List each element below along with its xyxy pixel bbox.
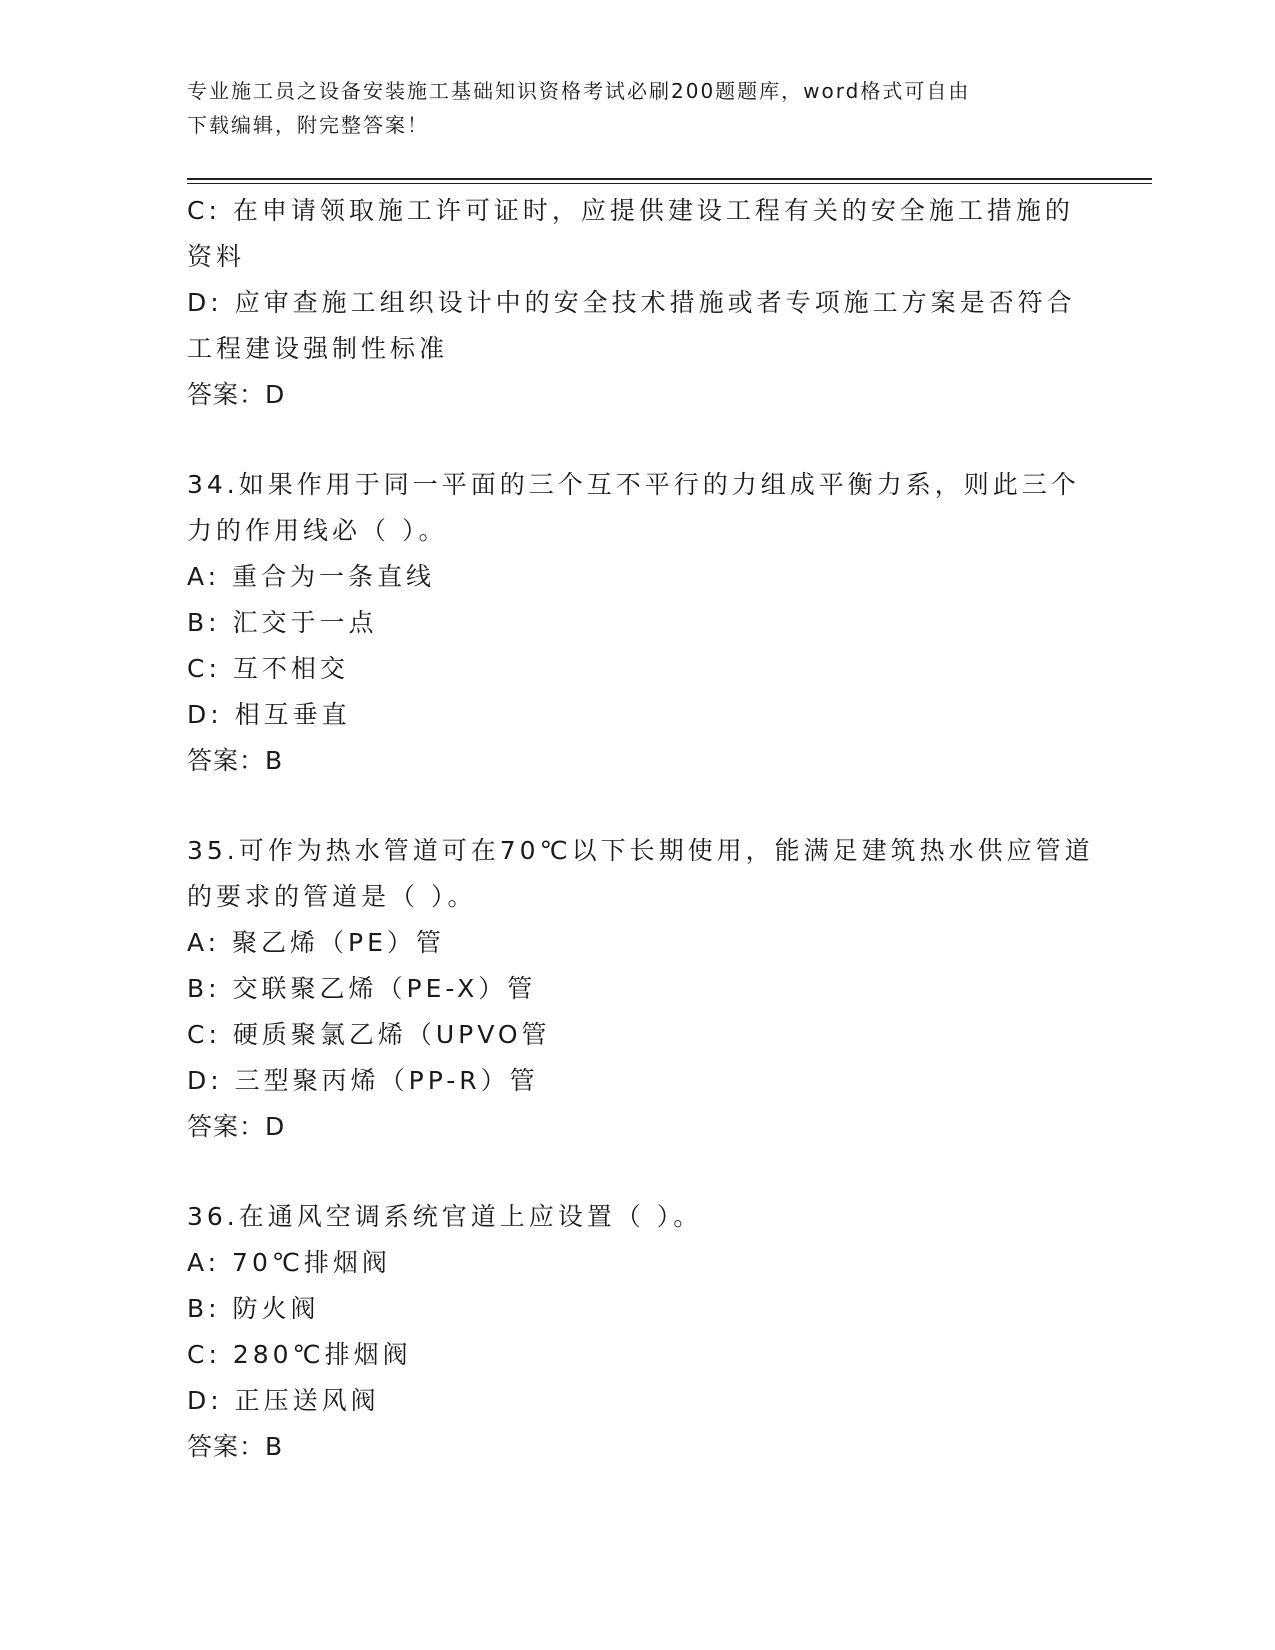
previous-question-block [187,188,1087,418]
header-line-1: 专业施工员之设备安装施工基础知识资格考试必刷200题题库，word格式可自由 [187,79,971,103]
question-34-stem-line-2: 力的作用线必（ ）。 [187,516,448,545]
question-35-option-c: C: 硬质聚氯乙烯（UPVO管 [187,1020,551,1049]
header-divider-thick [187,178,1152,180]
option-c-line-2: 资料 [187,242,246,271]
question-34-option-a: A: 重合为一条直线 [187,562,436,591]
question-36-option-b: B: 防火阀 [187,1294,320,1323]
question-35-stem-line-2: 的要求的管道是（ ）。 [187,882,477,911]
question-34-option-b: B: 汇交于一点 [187,608,378,637]
question-35-block [187,828,1094,1150]
question-34-option-d: D: 相互垂直 [187,700,351,729]
option-d-line-2: 工程建设强制性标准 [187,334,449,363]
question-36-stem-line-1: 36.在通风空调系统官道上应设置（ ）。 [187,1202,703,1231]
option-d-line-1: D: 应审查施工组织设计中的安全技术措施或者专项施工方案是否符合 [187,288,1076,317]
question-36-answer: 答案：B [187,1432,284,1461]
question-content [187,188,1094,1470]
spacer [187,784,1087,828]
header-line-2: 下载编辑，附完整答案！ [187,113,429,137]
question-36-option-d: D: 正压送风阀 [187,1386,380,1415]
spacer [187,418,1087,462]
question-35-option-a: A: 聚乙烯（PE）管 [187,928,445,957]
question-34-stem-line-1: 34.如果作用于同一平面的三个互不平行的力组成平衡力系，则此三个 [187,470,1080,499]
question-35-option-d: D: 三型聚丙烯（PP-R）管 [187,1066,539,1095]
option-c-line-1: C: 在申请领取施工许可证时，应提供建设工程有关的安全施工措施的 [187,196,1074,225]
question-36-option-c: C: 280℃排烟阀 [187,1340,412,1369]
question-34-option-c: C: 互不相交 [187,654,349,683]
header-divider-thin [187,183,1152,184]
question-34-answer: 答案：B [187,746,284,775]
question-35-option-b: B: 交联聚乙烯（PE-X）管 [187,974,537,1003]
question-36-block [187,1194,1087,1470]
document-header [187,74,1067,142]
question-36-option-a: A: 70℃排烟阀 [187,1248,391,1277]
spacer [187,1150,1087,1194]
answer-label: 答案：D [187,380,286,409]
question-35-answer: 答案：D [187,1112,286,1141]
question-35-stem-line-1: 35.可作为热水管道可在70℃以下长期使用，能满足建筑热水供应管道 [187,836,1094,865]
question-34-block [187,462,1087,784]
